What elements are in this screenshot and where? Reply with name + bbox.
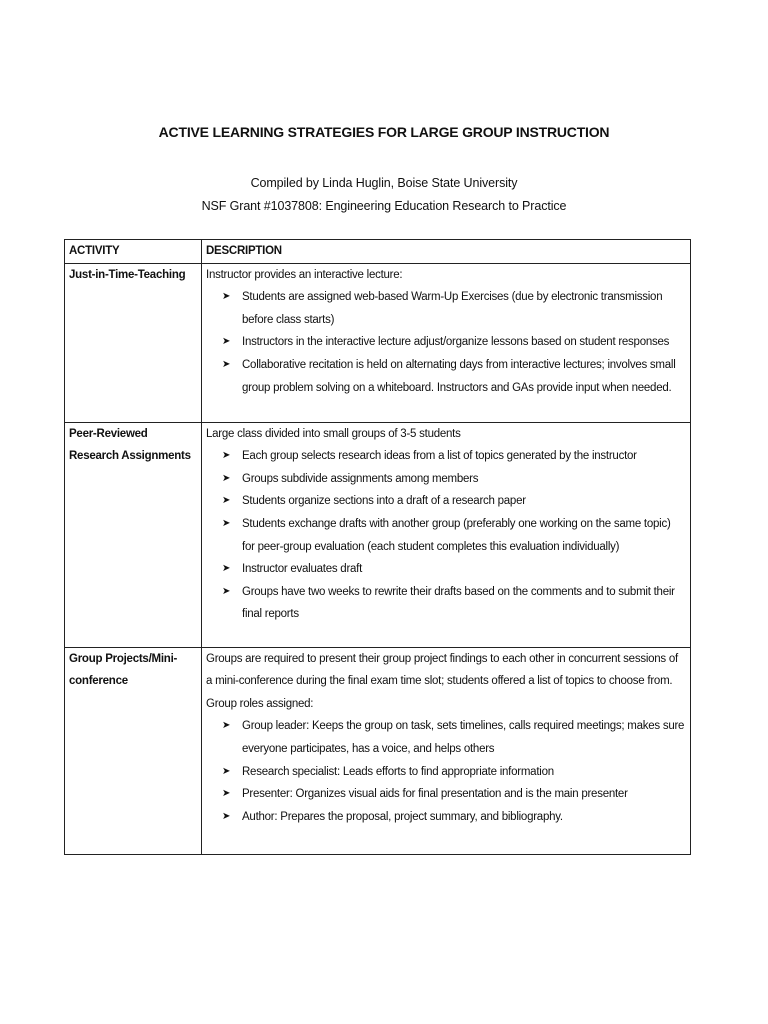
- strategies-table: [64, 239, 691, 855]
- arrow-bullet-icon: ➤: [222, 563, 231, 575]
- bullet-list: [206, 445, 686, 626]
- activity-header: ACTIVITY: [65, 240, 202, 264]
- activity-cell: Peer-Reviewed Research Assignments: [65, 422, 202, 647]
- list-item-text: Research specialist: Leads efforts to find appropriate information: [242, 765, 554, 778]
- table-header-row: [65, 240, 691, 264]
- list-item: [222, 286, 686, 331]
- arrow-bullet-icon: ➤: [222, 358, 231, 370]
- grant-line: NSF Grant #1037808: Engineering Education Research to Practice: [201, 199, 567, 213]
- list-item-text: Collaborative recitation is held on alternating days from interactive lectures; involves small group problem solving on a whiteboard. Instructors and GAs provide input when needed.: [242, 358, 676, 394]
- list-item-text: Groups subdivide assignments among members: [242, 472, 479, 485]
- bullet-list: [206, 286, 686, 399]
- arrow-bullet-icon: ➤: [222, 336, 231, 348]
- list-item: [222, 715, 686, 760]
- list-item-text: Students exchange drafts with another group (preferably one working on the same topic) for peer-group evaluation (each student completes this evaluation individually): [242, 517, 671, 553]
- description-intro: Large class divided into small groups of 3-5 students: [206, 427, 461, 440]
- activity-cell: Just-in-Time-Teaching: [65, 263, 202, 422]
- arrow-bullet-icon: ➤: [222, 291, 231, 303]
- list-item: [222, 513, 686, 558]
- list-item: [222, 331, 686, 354]
- list-item-text: Group leader: Keeps the group on task, sets timelines, calls required meetings; makes sure everyone participates, has a voice, and helps others: [242, 720, 685, 755]
- arrow-bullet-icon: ➤: [222, 765, 231, 777]
- arrow-bullet-icon: ➤: [222, 720, 231, 732]
- list-item-text: Groups have two weeks to rewrite their drafts based on the comments and to submit their final reports: [242, 585, 675, 621]
- table-row: [65, 263, 691, 422]
- description-cell: [202, 422, 691, 647]
- list-item-text: Presenter: Organizes visual aids for final presentation and is the main presenter: [242, 788, 628, 801]
- list-item-text: Author: Prepares the proposal, project summary, and bibliography.: [242, 810, 563, 823]
- list-item-text: Instructor evaluates draft: [242, 563, 363, 576]
- page-title: ACTIVE LEARNING STRATEGIES FOR LARGE GROUP INSTRUCTION: [158, 124, 610, 140]
- arrow-bullet-icon: ➤: [222, 495, 231, 507]
- description-intro: Instructor provides an interactive lecture:: [206, 268, 403, 281]
- list-item-text: Each group selects research ideas from a list of topics generated by the instructor: [242, 450, 637, 463]
- list-item: [222, 581, 686, 626]
- list-item: [222, 783, 686, 806]
- list-item: [222, 806, 686, 829]
- description-intro: Groups are required to present their group project findings to each other in concurrent sessions of a mini-conference during the final exam time slot; students offered a list of topics to choose from. Group roles assigned:: [206, 652, 678, 710]
- list-item-text: Students are assigned web-based Warm-Up Exercises (due by electronic transmission before class starts): [242, 291, 663, 326]
- list-item-text: Instructors in the interactive lecture adjust/organize lessons based on student responses: [242, 336, 670, 349]
- list-item: [222, 445, 686, 468]
- list-item: [222, 468, 686, 491]
- arrow-bullet-icon: ➤: [222, 450, 231, 462]
- list-item: [222, 558, 686, 581]
- arrow-bullet-icon: ➤: [222, 585, 231, 597]
- compiled-by: Compiled by Linda Huglin, Boise State University: [250, 176, 518, 190]
- arrow-bullet-icon: ➤: [222, 810, 231, 822]
- list-item-text: Students organize sections into a draft of a research paper: [242, 495, 526, 508]
- table-row: [65, 422, 691, 647]
- bullet-list: [206, 715, 686, 828]
- list-item: [222, 490, 686, 513]
- description-header: DESCRIPTION: [202, 240, 691, 264]
- arrow-bullet-icon: ➤: [222, 517, 231, 529]
- description-cell: [202, 263, 691, 422]
- list-item: [222, 354, 686, 399]
- description-cell: [202, 647, 691, 854]
- table-row: [65, 647, 691, 854]
- activity-cell: Group Projects/Mini-conference: [65, 647, 202, 854]
- list-item: [222, 761, 686, 784]
- arrow-bullet-icon: ➤: [222, 472, 231, 484]
- arrow-bullet-icon: ➤: [222, 788, 231, 800]
